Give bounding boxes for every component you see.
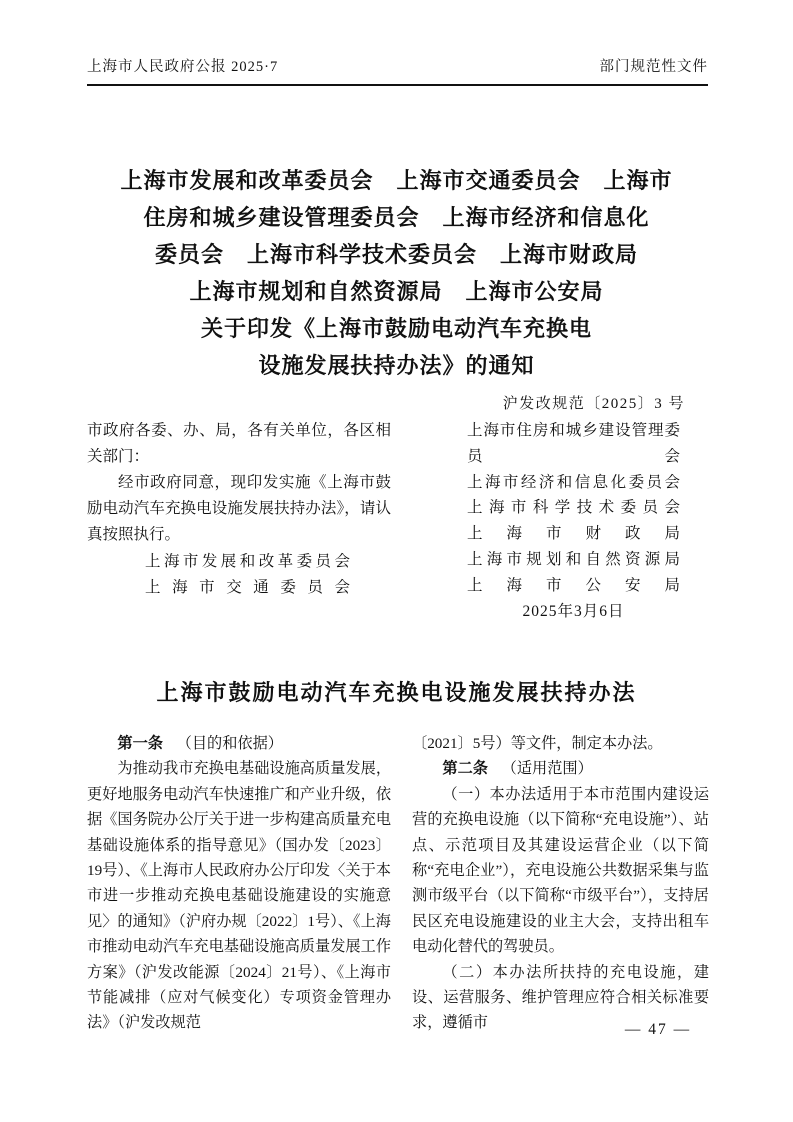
signature-line: 上海市发展和改革委员会 [145,553,350,570]
article-1-heading [87,731,391,756]
signature-date: 2025年3月6日 [522,602,625,620]
signature-line: 上海市财政局 [467,525,680,543]
notice-paragraph: 经市政府同意，现印发实施《上海市鼓励电动汽车充换电设施发展扶持办法》，请认真按照执行。 [87,474,391,543]
notice-addressee: 市政府各委、办、局，各有关单位，各区相关部门： [87,422,391,465]
article-2-label: 第二条 [442,760,488,778]
notice-body-right [412,418,708,624]
regulation-column-right [412,731,709,1036]
notice-title-line: 上海市发展和改革委员会 上海市交通委员会 上海市 [120,168,673,193]
article-2-name: （适用范围） [501,760,593,778]
article-1-body-continued: 〔2021〕5号）等文件，制定本办法。 [412,735,663,752]
signature-block-right [467,418,680,599]
article-2-item-1: （一）本办法适用于本市范围内建设运营的充换电设施（以下简称“充电设施”）、站点、示范项目及其建设运营企业（以下简称“充电企业”），充电设施公共数据采集与监测市级平台（以下简称“市级平台”），支持居民区充电设施建设的业主大会，支持出租车电动化替代的驾驶员。 [412,785,709,956]
signature-line: 上海市公安局 [467,576,680,594]
signature-line: 上海市交通委员会 [145,579,350,596]
notice-body-left [87,418,391,601]
notice-title-line: 上海市规划和自然资源局 上海市公安局 [189,279,604,304]
signature-line: 上海市经济和信息化委员会 [467,473,680,491]
signature-line: 上海市科学技术委员会 [467,499,680,517]
page-header [87,60,708,86]
signature-line: 上海市规划和自然资源局 [467,550,680,568]
article-1-label: 第一条 [117,735,163,752]
header-gazette-title: 上海市人民政府公报 2025·7 [87,59,279,75]
page-number: — 47 — [624,1021,692,1038]
notice-title-line: 设施发展扶持办法》的通知 [258,353,535,378]
regulation-title: 上海市鼓励电动汽车充换电设施发展扶持办法 [156,680,637,705]
document-number: 沪发改规范〔2025〕3 号 [502,396,685,412]
article-2-heading [412,756,709,781]
notice-title-line: 关于印发《上海市鼓励电动汽车充换电 [200,316,592,341]
article-1-name: （目的和依据） [176,735,283,752]
article-1-body: 为推动我市充换电基础设施高质量发展，更好地服务电动汽车快速推广和产业升级，依据《国务院办公厅关于进一步构建高质量充电基础设施体系的指导意见》（国办发〔2023〕19号）、《上海市人民政府办公厅印发〈关于本市进一步推动充换电基础设施建设的实施意见〉的通知》（沪府办规〔2022〕1号）、《上海市推动电动汽车充电基础设施高质量发展工作方案》（沪发改能源〔2024〕21号）、《上海市节能减排（应对气候变化）专项资金管理办法》（沪发改规范 [87,760,391,1032]
signature-block-left [145,549,350,601]
notice-title-line: 委员会 上海市科学技术委员会 上海市财政局 [154,242,638,267]
notice-title [60,162,733,384]
article-2-item-2: （二）本办法所扶持的充电设施，建设、运营服务、维护管理应符合相关标准要求，遵循市 [412,963,709,1032]
header-section-label: 部门规范性文件 [599,59,708,75]
notice-title-line: 住房和城乡建设管理委员会 上海市经济和信息化 [143,205,650,230]
regulation-column-left [87,731,391,1036]
signature-line: 上海市住房和城乡建设管理委员会 [467,422,680,465]
